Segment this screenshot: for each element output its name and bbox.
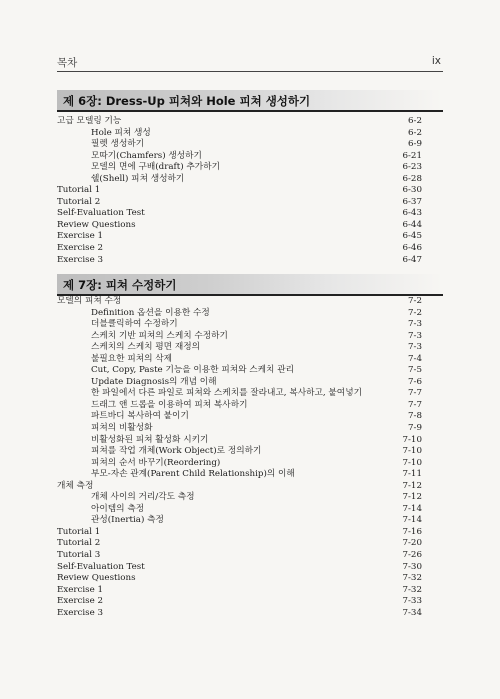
header-rule — [57, 71, 443, 72]
toc-entry — [57, 458, 443, 470]
toc-entry-label: 피쳐를 작업 개체(Work Object)로 정의하기 — [91, 446, 262, 457]
toc-entry — [57, 608, 443, 620]
toc-entry — [57, 481, 443, 493]
toc-entry-page: 6-37 — [402, 196, 422, 207]
toc-entry-page: 7-7 — [408, 388, 422, 399]
toc-entry — [57, 504, 443, 516]
toc-entry-label: 불필요한 피쳐의 삭제 — [91, 353, 173, 364]
toc-entry — [57, 423, 443, 435]
toc-entry-page: 6-2 — [408, 127, 422, 138]
toc-entry — [57, 527, 443, 539]
toc-entry — [57, 174, 443, 186]
toc-entry — [57, 220, 443, 232]
toc-entry-page: 7-9 — [408, 423, 422, 434]
toc-entry-label: 쉘(Shell) 피쳐 생성하기 — [91, 173, 185, 184]
toc-entry — [57, 197, 443, 209]
toc-entry-page: 7-2 — [408, 307, 422, 318]
toc-entry — [57, 365, 443, 377]
toc-entry-label: Exercise 1 — [57, 584, 104, 595]
toc-entry-label: Tutorial 2 — [57, 196, 101, 207]
toc-entry-label: Exercise 1 — [57, 231, 104, 242]
toc-entry-page: 7-11 — [402, 469, 422, 480]
toc-entry — [57, 231, 443, 243]
toc-entry-label: 한 파일에서 다른 파일로 피쳐와 스케치를 잘라내고, 복사하고, 붙여넣기 — [91, 388, 362, 399]
toc-entry-page: 7-30 — [402, 561, 422, 572]
toc-entry-page: 7-2 — [408, 296, 422, 306]
toc-entry-label: Self-Evaluation Test — [57, 561, 145, 572]
toc-entry — [57, 255, 443, 267]
toc-entry-label: 개체 사이의 거리/각도 측정 — [91, 492, 195, 503]
toc-entry-label: 파트바디 복사하여 붙이기 — [91, 411, 189, 422]
toc-entry — [57, 208, 443, 220]
toc-entry-page: 6-30 — [402, 185, 422, 196]
toc-entry-page: 7-16 — [402, 526, 422, 537]
toc-entry-label: 스케치의 스케치 평면 재정의 — [91, 342, 200, 353]
toc-entry-page: 6-45 — [402, 231, 422, 242]
toc-entry-label: Update Diagnosis의 개념 이해 — [91, 376, 217, 387]
toc-entry-page: 6-43 — [402, 208, 422, 219]
toc-entry-page: 7-14 — [402, 515, 422, 526]
toc-entry — [57, 139, 443, 151]
toc-entry — [57, 596, 443, 608]
toc-entry-page: 7-20 — [402, 538, 422, 549]
toc-entry-page: 6-46 — [402, 243, 422, 254]
toc-entry — [57, 538, 443, 550]
toc-entry-page: 7-3 — [408, 342, 422, 353]
toc-entry-page: 7-26 — [402, 550, 422, 561]
chapter-7-heading — [57, 274, 443, 296]
toc-entry-page: 7-12 — [402, 492, 422, 503]
toc-entry-page: 6-44 — [402, 219, 422, 230]
toc-entry — [57, 469, 443, 481]
toc-entry-page: 6-2 — [408, 116, 422, 126]
toc-entry-page: 6-9 — [408, 139, 422, 150]
toc-entry-label: Review Questions — [57, 219, 136, 230]
toc-entry-label: 피쳐의 순서 바꾸기(Reordering) — [91, 457, 221, 468]
toc-entry-label: Hole 피쳐 생성 — [91, 127, 151, 138]
chapter-7-toc-list — [57, 296, 443, 619]
toc-entry — [57, 342, 443, 354]
toc-entry — [57, 243, 443, 255]
toc-entry-label: Tutorial 1 — [57, 526, 101, 537]
toc-entry — [57, 515, 443, 527]
toc-entry — [57, 308, 443, 320]
toc-entry-page: 6-23 — [402, 162, 422, 173]
toc-entry-page: 7-5 — [408, 365, 422, 376]
toc-entry-page: 6-21 — [402, 150, 422, 161]
toc-entry — [57, 116, 443, 128]
toc-entry-page: 7-10 — [402, 434, 422, 445]
toc-entry-label: 비활성화된 피쳐 활성화 시키기 — [91, 434, 209, 445]
toc-entry-label: Exercise 2 — [57, 243, 104, 254]
toc-entry-label: 부모-자손 관계(Parent Child Relationship)의 이해 — [91, 469, 295, 480]
toc-entry-label: 스케치 기반 피쳐의 스케치 수정하기 — [91, 330, 228, 341]
toc-entry-label: 필렛 생성하기 — [91, 139, 145, 150]
toc-entry-label: 드래그 앤 드롭을 이용하여 피쳐 복사하기 — [91, 399, 248, 410]
toc-entry-label: Cut, Copy, Paste 기능을 이용한 피쳐와 스케치 관리 — [91, 365, 294, 376]
toc-entry — [57, 185, 443, 197]
toc-entry — [57, 354, 443, 366]
toc-entry-label: Definition 옵션을 이용한 수정 — [91, 307, 210, 318]
toc-entry — [57, 151, 443, 163]
chapter-6-heading — [57, 90, 443, 112]
toc-entry — [57, 562, 443, 574]
toc-entry — [57, 411, 443, 423]
toc-entry-page: 7-3 — [408, 330, 422, 341]
toc-entry-label: Exercise 3 — [57, 254, 104, 265]
toc-entry — [57, 128, 443, 140]
toc-entry — [57, 296, 443, 308]
toc-entry-page: 7-4 — [408, 353, 422, 364]
toc-entry-label: Tutorial 2 — [57, 538, 101, 549]
toc-entry-label: 아이템의 측정 — [91, 503, 145, 514]
toc-entry — [57, 573, 443, 585]
toc-entry-label: 더블클릭하여 수정하기 — [91, 319, 178, 330]
toc-entry-label: Review Questions — [57, 573, 136, 584]
toc-entry — [57, 585, 443, 597]
toc-entry-page: 7-10 — [402, 446, 422, 457]
toc-entry-label: 모델의 면에 구배(draft) 추가하기 — [91, 162, 220, 173]
toc-entry-page: 7-32 — [402, 584, 422, 595]
toc-entry-label: 모따기(Chamfers) 생성하기 — [91, 150, 202, 161]
toc-entry — [57, 319, 443, 331]
toc-entry-page: 6-28 — [402, 173, 422, 184]
toc-entry-page: 7-32 — [402, 573, 422, 584]
chapter-6-toc-list — [57, 116, 443, 266]
toc-entry — [57, 400, 443, 412]
toc-entry-label: Self-Evaluation Test — [57, 208, 145, 219]
toc-entry-label: 개체 측정 — [57, 480, 94, 491]
toc-entry-label: Tutorial 3 — [57, 550, 101, 561]
chapter-title: 제 7장: 피쳐 수정하기 — [63, 278, 177, 292]
toc-entry-page: 7-7 — [408, 399, 422, 410]
toc-entry — [57, 492, 443, 504]
toc-entry — [57, 388, 443, 400]
toc-entry-page: 7-34 — [402, 607, 422, 618]
toc-entry — [57, 377, 443, 389]
toc-entry-page: 7-14 — [402, 503, 422, 514]
toc-entry-label: 피쳐의 비활성화 — [91, 423, 153, 434]
toc-entry-label: 모델의 피쳐 수정 — [57, 296, 122, 306]
toc-entry-page: 7-3 — [408, 319, 422, 330]
chapter-title: 제 6장: Dress-Up 피쳐와 Hole 피쳐 생성하기 — [63, 94, 311, 108]
chapter-underline — [57, 110, 443, 112]
toc-entry-label: Exercise 3 — [57, 607, 104, 618]
toc-entry — [57, 331, 443, 343]
running-head-title: 목차 — [57, 57, 78, 69]
toc-entry-page: 7-33 — [402, 596, 422, 607]
toc-entry — [57, 446, 443, 458]
toc-entry-page: 7-12 — [402, 480, 422, 491]
toc-entry-page: 7-8 — [408, 411, 422, 422]
toc-entry-label: Tutorial 1 — [57, 185, 101, 196]
toc-entry-label: Exercise 2 — [57, 596, 104, 607]
toc-entry-page: 7-10 — [402, 457, 422, 468]
toc-entry — [57, 550, 443, 562]
toc-entry-label: 관성(Inertia) 측정 — [91, 515, 164, 526]
page-number: ix — [431, 55, 441, 67]
toc-entry-label: 고급 모델링 기능 — [57, 116, 122, 126]
toc-entry-page: 6-47 — [402, 254, 422, 265]
toc-entry — [57, 435, 443, 447]
toc-entry-page: 7-6 — [408, 376, 422, 387]
toc-entry — [57, 162, 443, 174]
